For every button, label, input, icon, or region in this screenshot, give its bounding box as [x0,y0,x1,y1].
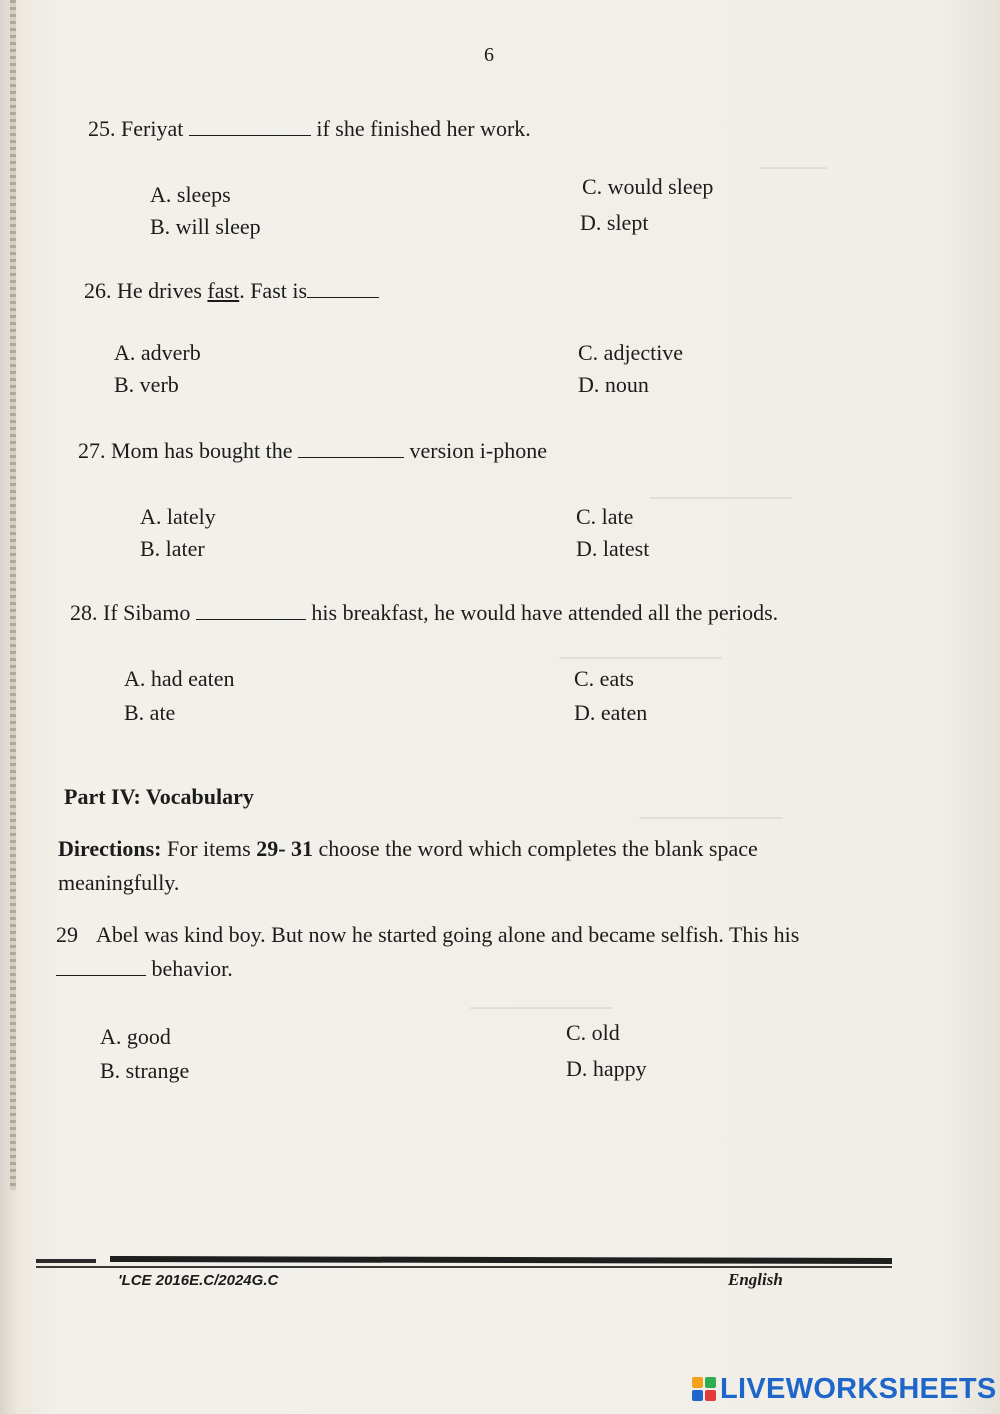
option-c[interactable]: C. adjective [578,340,684,365]
option-b[interactable]: B. ate [124,700,176,725]
directions-range: 29- 31 [256,836,314,861]
underlined-word: fast [207,278,240,303]
footer-subject: English [728,1270,783,1289]
question-number: 28. [70,600,98,625]
question-28-stem [70,600,778,626]
question-number: 26. [84,278,112,303]
option-d[interactable]: D. happy [566,1056,647,1081]
option-b[interactable]: B. will sleep [150,214,261,239]
option-c[interactable]: C. eats [574,666,634,691]
stem-text: . Fast is [239,278,308,303]
question-29-stem [56,918,886,986]
bleed-through-text: _________________ [560,640,722,661]
stem-text: behavior. [151,956,233,981]
option-d[interactable]: D. eaten [574,700,648,725]
option-a[interactable]: A. lately [140,504,216,529]
bleed-through-text: _______________ [650,480,793,501]
page-number: 6 [484,44,494,66]
option-b[interactable]: B. strange [100,1058,190,1083]
option-b[interactable]: B. later [140,536,205,561]
stem-text: version i-phone [409,438,547,463]
footer-rule [36,1259,96,1263]
part-heading: Part IV: Vocabulary [64,784,254,809]
bleed-through-text: _______________ [640,800,783,821]
stem-text: if she finished her work. [316,116,531,141]
question-number: 29 [56,922,78,947]
option-c[interactable]: C. old [566,1020,620,1045]
binding-edge [10,0,16,1190]
question-number: 27. [78,438,106,463]
directions-text: For items [166,836,251,861]
stem-text: Abel was kind boy. But now he started going alone and became selfish. This his [96,922,800,947]
answer-blank[interactable] [298,439,404,458]
question-26-stem [84,278,379,304]
question-25-stem [88,116,531,142]
directions-text: choose the word which completes the blank space meaningfully. [58,836,758,895]
liveworksheets-watermark [692,1372,997,1406]
footer-rule [36,1266,892,1268]
option-d[interactable]: D. latest [576,536,650,561]
answer-blank[interactable] [56,957,146,976]
option-a[interactable]: A. sleeps [150,182,231,207]
directions-label: Directions: [58,836,162,861]
stem-text: Feriyat [121,116,184,141]
bleed-through-text: _______________ [470,990,613,1011]
option-d[interactable]: D. noun [578,372,649,397]
directions [58,832,868,900]
question-27-stem [78,438,547,464]
watermark-text: LIVEWORKSHEETS [720,1372,997,1405]
stem-text: If Sibamo [103,600,191,625]
option-d[interactable]: D. slept [580,210,649,235]
answer-blank[interactable] [189,117,311,136]
option-c[interactable]: C. would sleep [582,174,714,199]
liveworksheets-logo-icon [692,1377,716,1401]
option-c[interactable]: C. late [576,504,634,529]
footer-rule [110,1256,892,1264]
option-a[interactable]: A. adverb [114,340,201,365]
footer-exam-code: 'LCE 2016E.C/2024G.C [118,1272,279,1289]
stem-text: Mom has bought the [111,438,293,463]
answer-blank[interactable] [196,601,306,620]
stem-text: He drives [117,278,202,303]
option-a[interactable]: A. had eaten [124,666,235,691]
bleed-through-text: _______ [760,150,827,171]
option-b[interactable]: B. verb [114,372,179,397]
stem-text: his breakfast, he would have attended all the periods. [311,600,779,625]
answer-blank[interactable] [307,279,379,298]
option-a[interactable]: A. good [100,1024,171,1049]
question-number: 25. [88,116,116,141]
